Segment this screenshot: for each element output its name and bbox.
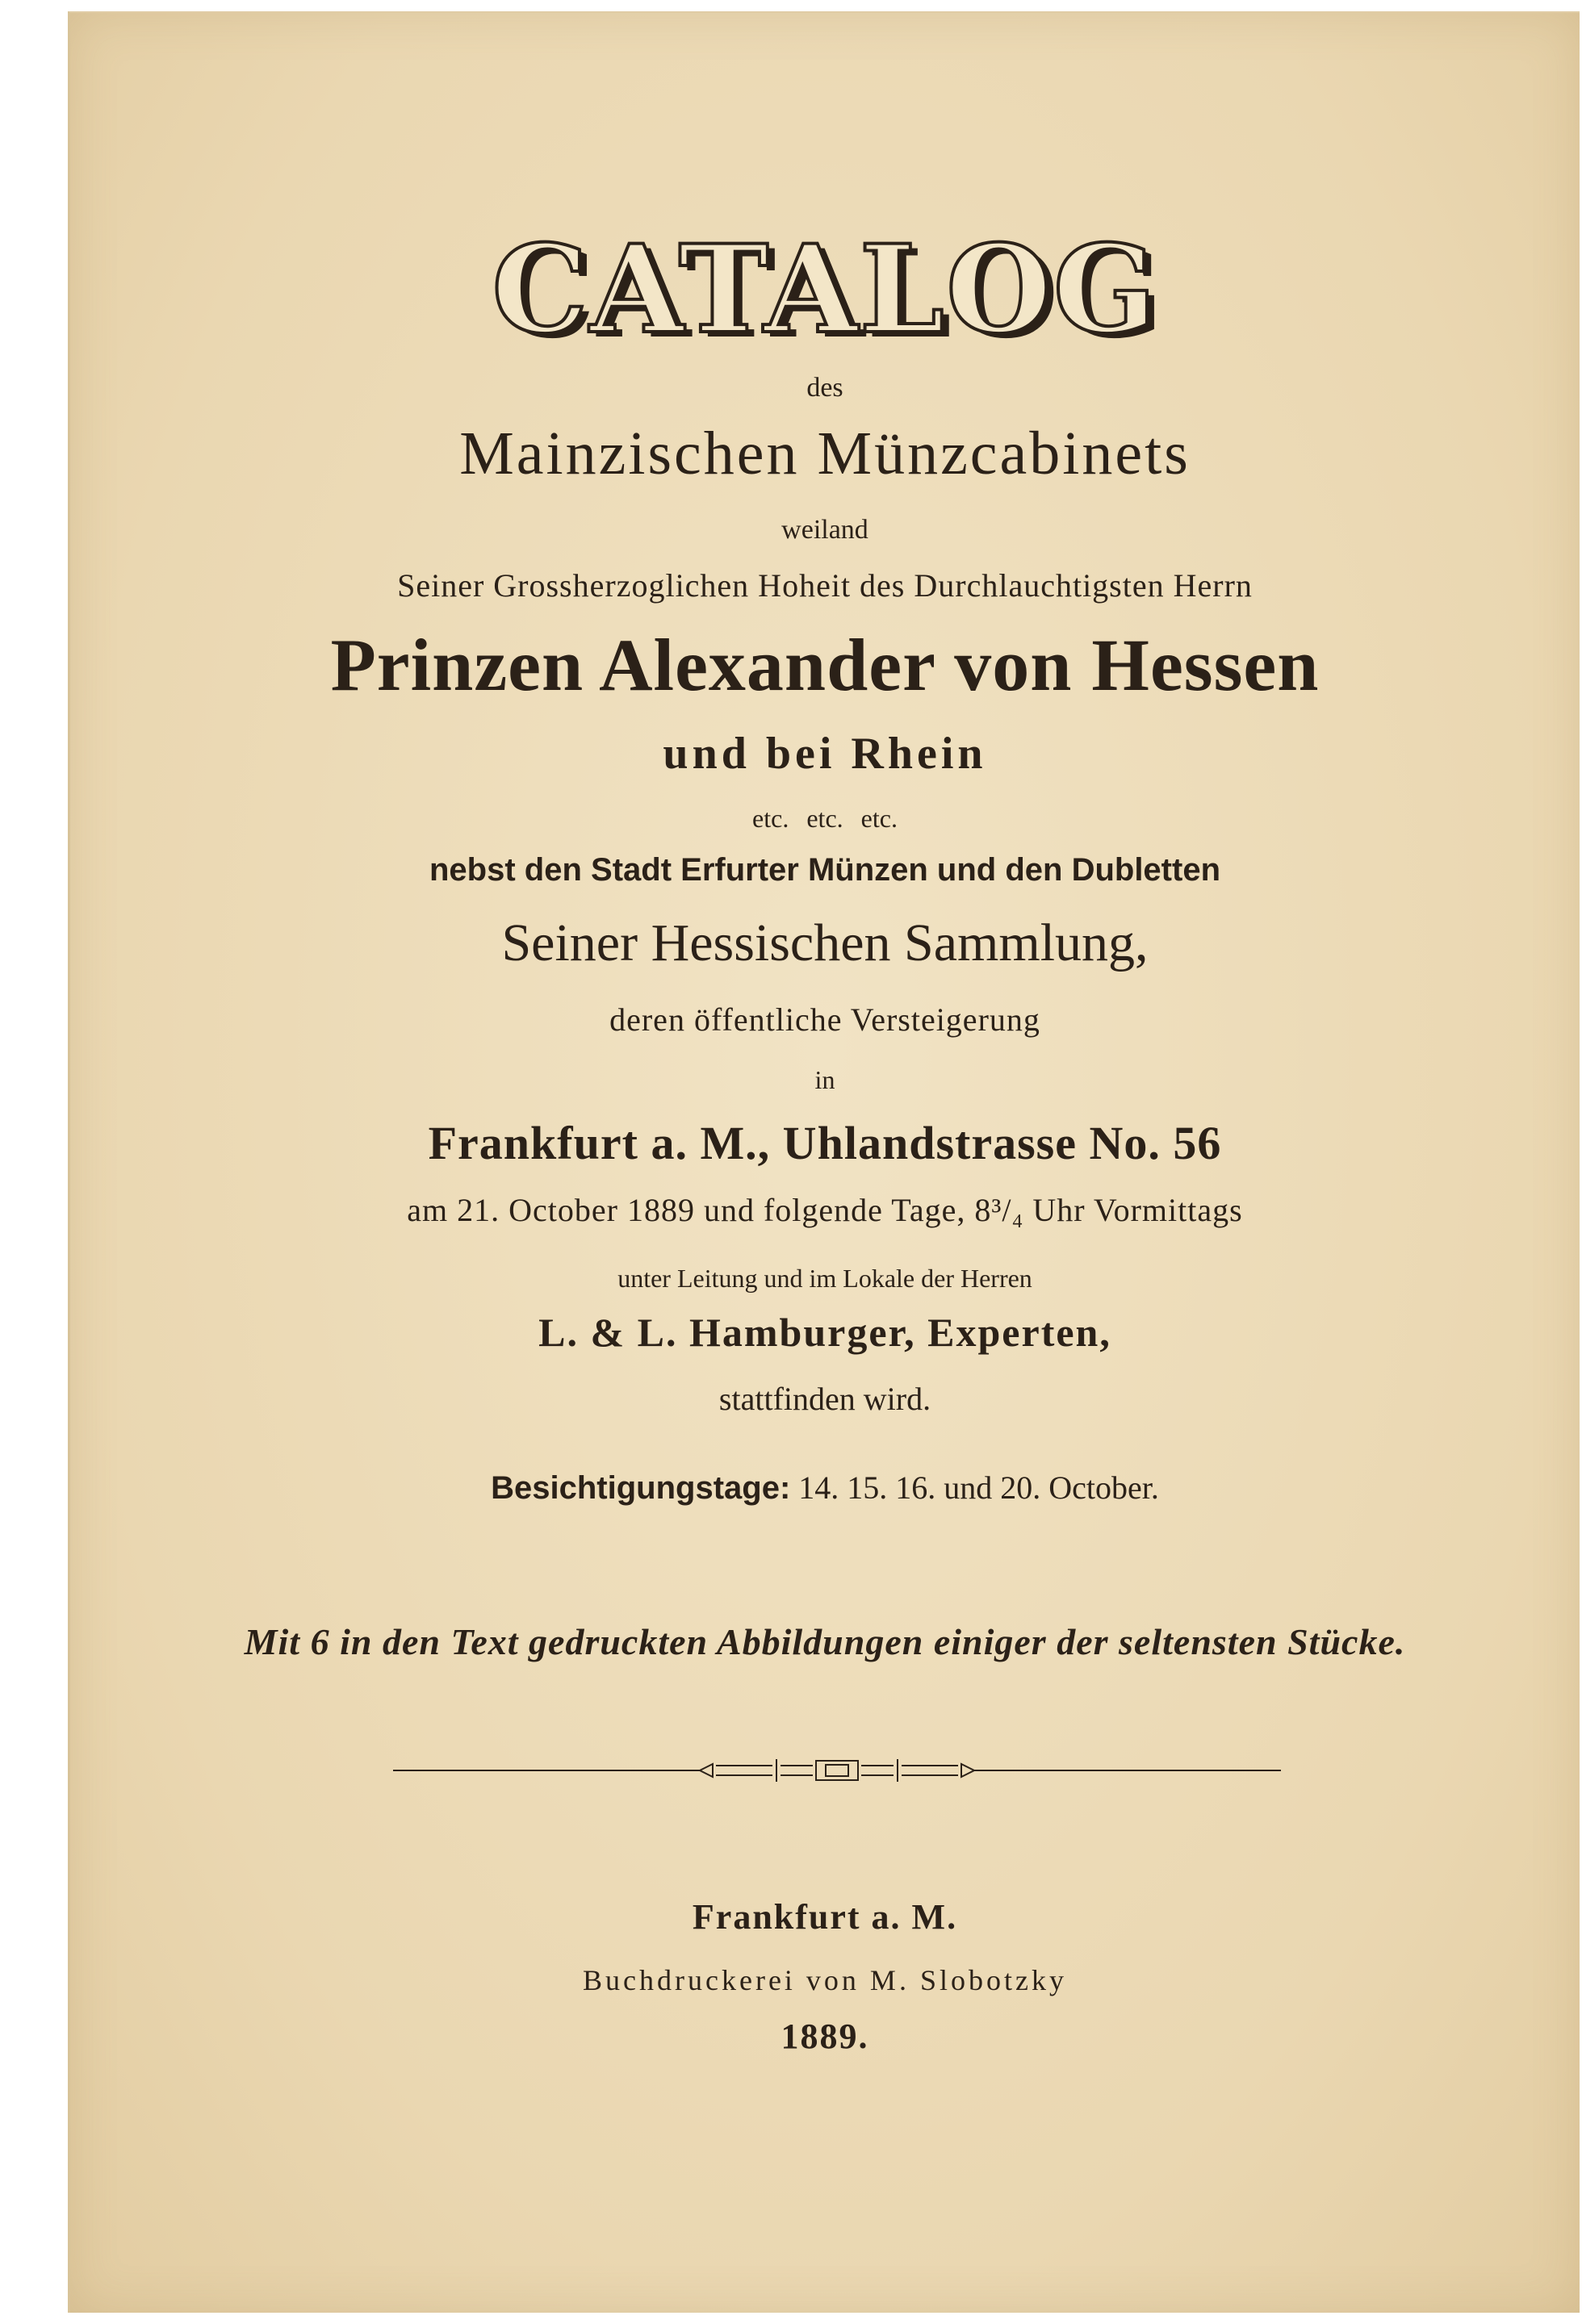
auction-date: am 21. October 1889 und folgende Tage, 8³/₄ Uhr Vormittags — [407, 1192, 1243, 1228]
publisher-city: Frankfurt a. M. — [692, 1897, 958, 1937]
viewing-days-dates: 14. 15. 16. und 20. October. — [798, 1469, 1159, 1506]
auction-line: deren öffentliche Versteigerung — [609, 1001, 1040, 1038]
des-line: des — [806, 373, 843, 403]
nebst-line: nebst den Stadt Erfurter Münzen und den Dubletten — [429, 852, 1220, 888]
printer-name: Buchdruckerei von M. Slobotzky — [583, 1964, 1067, 1996]
title-page — [68, 11, 1580, 2313]
ornament-divider — [393, 1754, 1281, 1787]
viewing-days — [70, 1469, 1580, 1506]
catalog-title: CATALOG — [492, 219, 1158, 361]
museum-name: Mainzischen Münzcabinets — [459, 420, 1191, 487]
stattfinden-line: stattfinden wird. — [718, 1381, 931, 1417]
in-line: in — [814, 1065, 835, 1094]
illustrations-note: Mit 6 in den Text gedruckten Abbildungen einiger der seltensten Stücke. — [244, 1621, 1406, 1662]
rhein-line: und bei Rhein — [663, 729, 987, 779]
leitung-line: unter Leitung und im Lokale der Herren — [617, 1264, 1032, 1293]
collection-line: Seiner Hessischen Sammlung, — [501, 913, 1149, 972]
auction-place: Frankfurt a. M., Uhlandstrasse No. 56 — [428, 1117, 1222, 1169]
viewing-days-label: Besichtigungstage: — [491, 1470, 791, 1506]
experts-line: L. & L. Hamburger, Experten, — [538, 1310, 1111, 1355]
weiland-line: weiland — [781, 515, 868, 545]
prince-name: Prinzen Alexander von Hessen — [330, 624, 1320, 706]
publication-year: 1889. — [781, 2017, 869, 2056]
highness-line: Seiner Grossherzoglichen Hoheit des Durchlauchtigsten Herrn — [397, 567, 1253, 604]
etc-line: etc. etc. etc. — [752, 804, 898, 833]
